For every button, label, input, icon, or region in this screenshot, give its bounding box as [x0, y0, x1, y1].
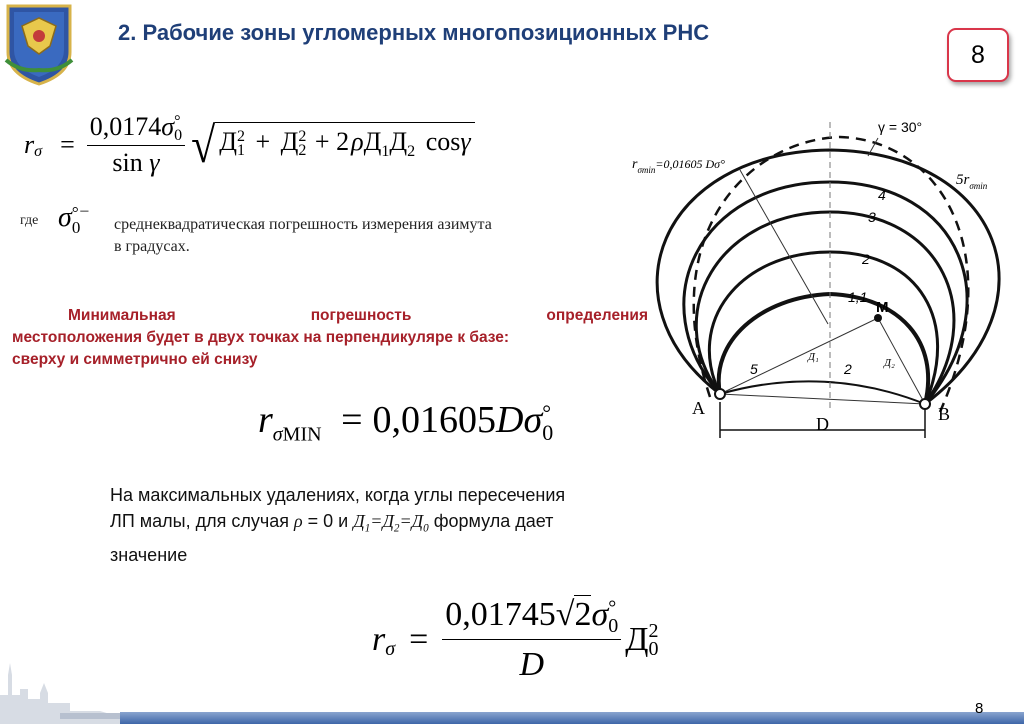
- line-a-b-top: [720, 394, 925, 404]
- max-note-line-1: На максимальных удалениях, когда углы пересечения: [110, 485, 566, 505]
- two-label: 2: [844, 361, 852, 377]
- f1-d2-sub: 2: [298, 142, 307, 160]
- f1-sqrt-sign: √: [191, 116, 216, 174]
- five-r-label: $5r_{\sigma min}$: [956, 172, 988, 191]
- f1-fraction: [87, 112, 185, 178]
- m-label: M: [876, 299, 889, 316]
- max-note-rho: ρ: [294, 511, 303, 531]
- f1-plus1: +: [255, 127, 271, 157]
- f3-fraction: [442, 596, 621, 684]
- slide-title: 2. Рабочие зоны угломерных многопозиционных РНС: [118, 20, 710, 45]
- formula-r-max: [372, 596, 658, 684]
- max-note-text-c: формула дает: [433, 511, 554, 531]
- gamma-label: γ = 30°: [878, 119, 923, 135]
- f3-equals: =: [409, 621, 429, 659]
- curve-label-3: 3: [868, 209, 876, 225]
- page-number: 8: [975, 700, 984, 717]
- formula-r-sigma: [24, 112, 475, 178]
- f3-r: r: [372, 621, 386, 659]
- formula-r-min: [258, 398, 553, 447]
- f3-tail-d: Д: [625, 621, 649, 659]
- min-note-word-2: погрешность: [310, 307, 412, 324]
- definition-line-2: в градусах.: [114, 238, 190, 255]
- f3-tail-sup: 2: [648, 620, 659, 643]
- definition-text: [114, 214, 644, 258]
- zone-curve-bottom: [720, 381, 925, 404]
- f1-d1b: Д: [363, 127, 382, 157]
- f1-num-coef: 0,0174: [89, 112, 162, 141]
- f1-lhs: r: [24, 130, 35, 160]
- f2-sub-sigma: σ: [272, 423, 283, 446]
- f1-d2b-sub: 2: [407, 143, 416, 161]
- rmin-label: $r_{\sigma min}=0,01605$ Dσ°: [632, 157, 725, 175]
- point-b: [920, 399, 930, 409]
- f1-d2-sup: 2: [298, 128, 307, 146]
- f3-den: D: [519, 646, 545, 684]
- curve-label-11: 1,1: [848, 289, 868, 305]
- def-sigma-sub: 0: [71, 217, 81, 237]
- min-note-line-2: местоположения будет в двух точках на перпендикуляре к базе:: [12, 329, 510, 346]
- f2-D: D: [496, 399, 524, 441]
- max-distance-note: [110, 482, 710, 568]
- curve-label-4: 4: [878, 187, 886, 203]
- f2-r: r: [258, 399, 273, 441]
- f1-d1-sub: 1: [236, 142, 245, 160]
- f3-coef: 0,01745: [445, 596, 556, 633]
- f2-equals: =: [341, 399, 363, 441]
- def-dash: –: [80, 202, 89, 219]
- footer-bar: [120, 712, 1024, 724]
- a-label: A: [692, 398, 705, 418]
- min-note-word-3: определения: [546, 307, 648, 324]
- five-label: 5: [750, 361, 758, 377]
- definition-line-1: среднеквадратическая погрешность измерения азимута: [114, 216, 492, 233]
- f2-sup: °: [542, 400, 552, 426]
- where-label: где: [20, 213, 39, 228]
- f1-num-sub: 0: [174, 127, 183, 145]
- f1-num-sup: °: [174, 113, 181, 131]
- f3-tail-sub: 0: [648, 638, 659, 661]
- min-note-line-3: сверху и симметрично ей снизу: [12, 351, 258, 368]
- f1-d1: Д: [219, 127, 237, 157]
- f2-sigma: σ: [523, 399, 543, 441]
- f1-d2b: Д: [389, 127, 408, 157]
- point-a: [715, 389, 725, 399]
- f1-d1-sup: 2: [236, 128, 245, 146]
- f1-num-sigma: σ: [161, 112, 175, 141]
- max-note-text-a: ЛП малы, для случая: [110, 511, 289, 531]
- f3-sup: °: [608, 597, 617, 620]
- f3-sqrt: √2: [555, 596, 592, 633]
- f1-d1b-sub: 1: [381, 143, 390, 161]
- zone-curve-3: [696, 212, 954, 404]
- def-sigma-sup: °: [71, 202, 79, 222]
- f2-sub-min: MIN: [282, 423, 322, 446]
- max-note-line-2: [110, 508, 710, 542]
- f1-lhs-sub: σ: [34, 143, 43, 161]
- d2-label: Д₂: [884, 357, 895, 369]
- def-sigma: σ: [58, 202, 72, 233]
- sigma-symbol: [58, 202, 88, 235]
- f1-cos-gamma: γ: [460, 127, 471, 157]
- university-emblem: [0, 0, 78, 88]
- curve-label-2: 2: [862, 251, 870, 267]
- f1-d2: Д: [280, 127, 299, 157]
- f1-den-sin: sin: [112, 148, 143, 178]
- f1-plus2: + 2: [314, 127, 350, 157]
- f3-sub: 0: [608, 615, 619, 638]
- f1-radicand: [215, 122, 474, 161]
- max-note-d-equal: $Д_1=Д_2=Д_0$: [353, 511, 429, 535]
- max-note-line-3: значение: [110, 544, 188, 565]
- d-label: D: [816, 414, 829, 434]
- f3-sub-sigma: σ: [385, 637, 396, 660]
- f2-coef: 0,01605: [372, 399, 496, 441]
- f1-cos: cos: [425, 127, 461, 157]
- f1-rho: ρ: [351, 127, 364, 157]
- working-zones-diagram: [632, 112, 1024, 440]
- min-error-note: [12, 305, 648, 371]
- max-note-text-b: = 0 и: [307, 511, 349, 531]
- min-note-word-1: Минимальная: [68, 307, 176, 324]
- slide-number-box: 8: [947, 28, 1009, 82]
- f2-sub: 0: [542, 420, 554, 446]
- b-label: B: [938, 404, 951, 424]
- f1-den-gamma: γ: [149, 148, 160, 178]
- f3-sigma: σ: [591, 596, 609, 633]
- f1-equals: =: [60, 130, 75, 160]
- d1-label: Д₁: [808, 351, 819, 363]
